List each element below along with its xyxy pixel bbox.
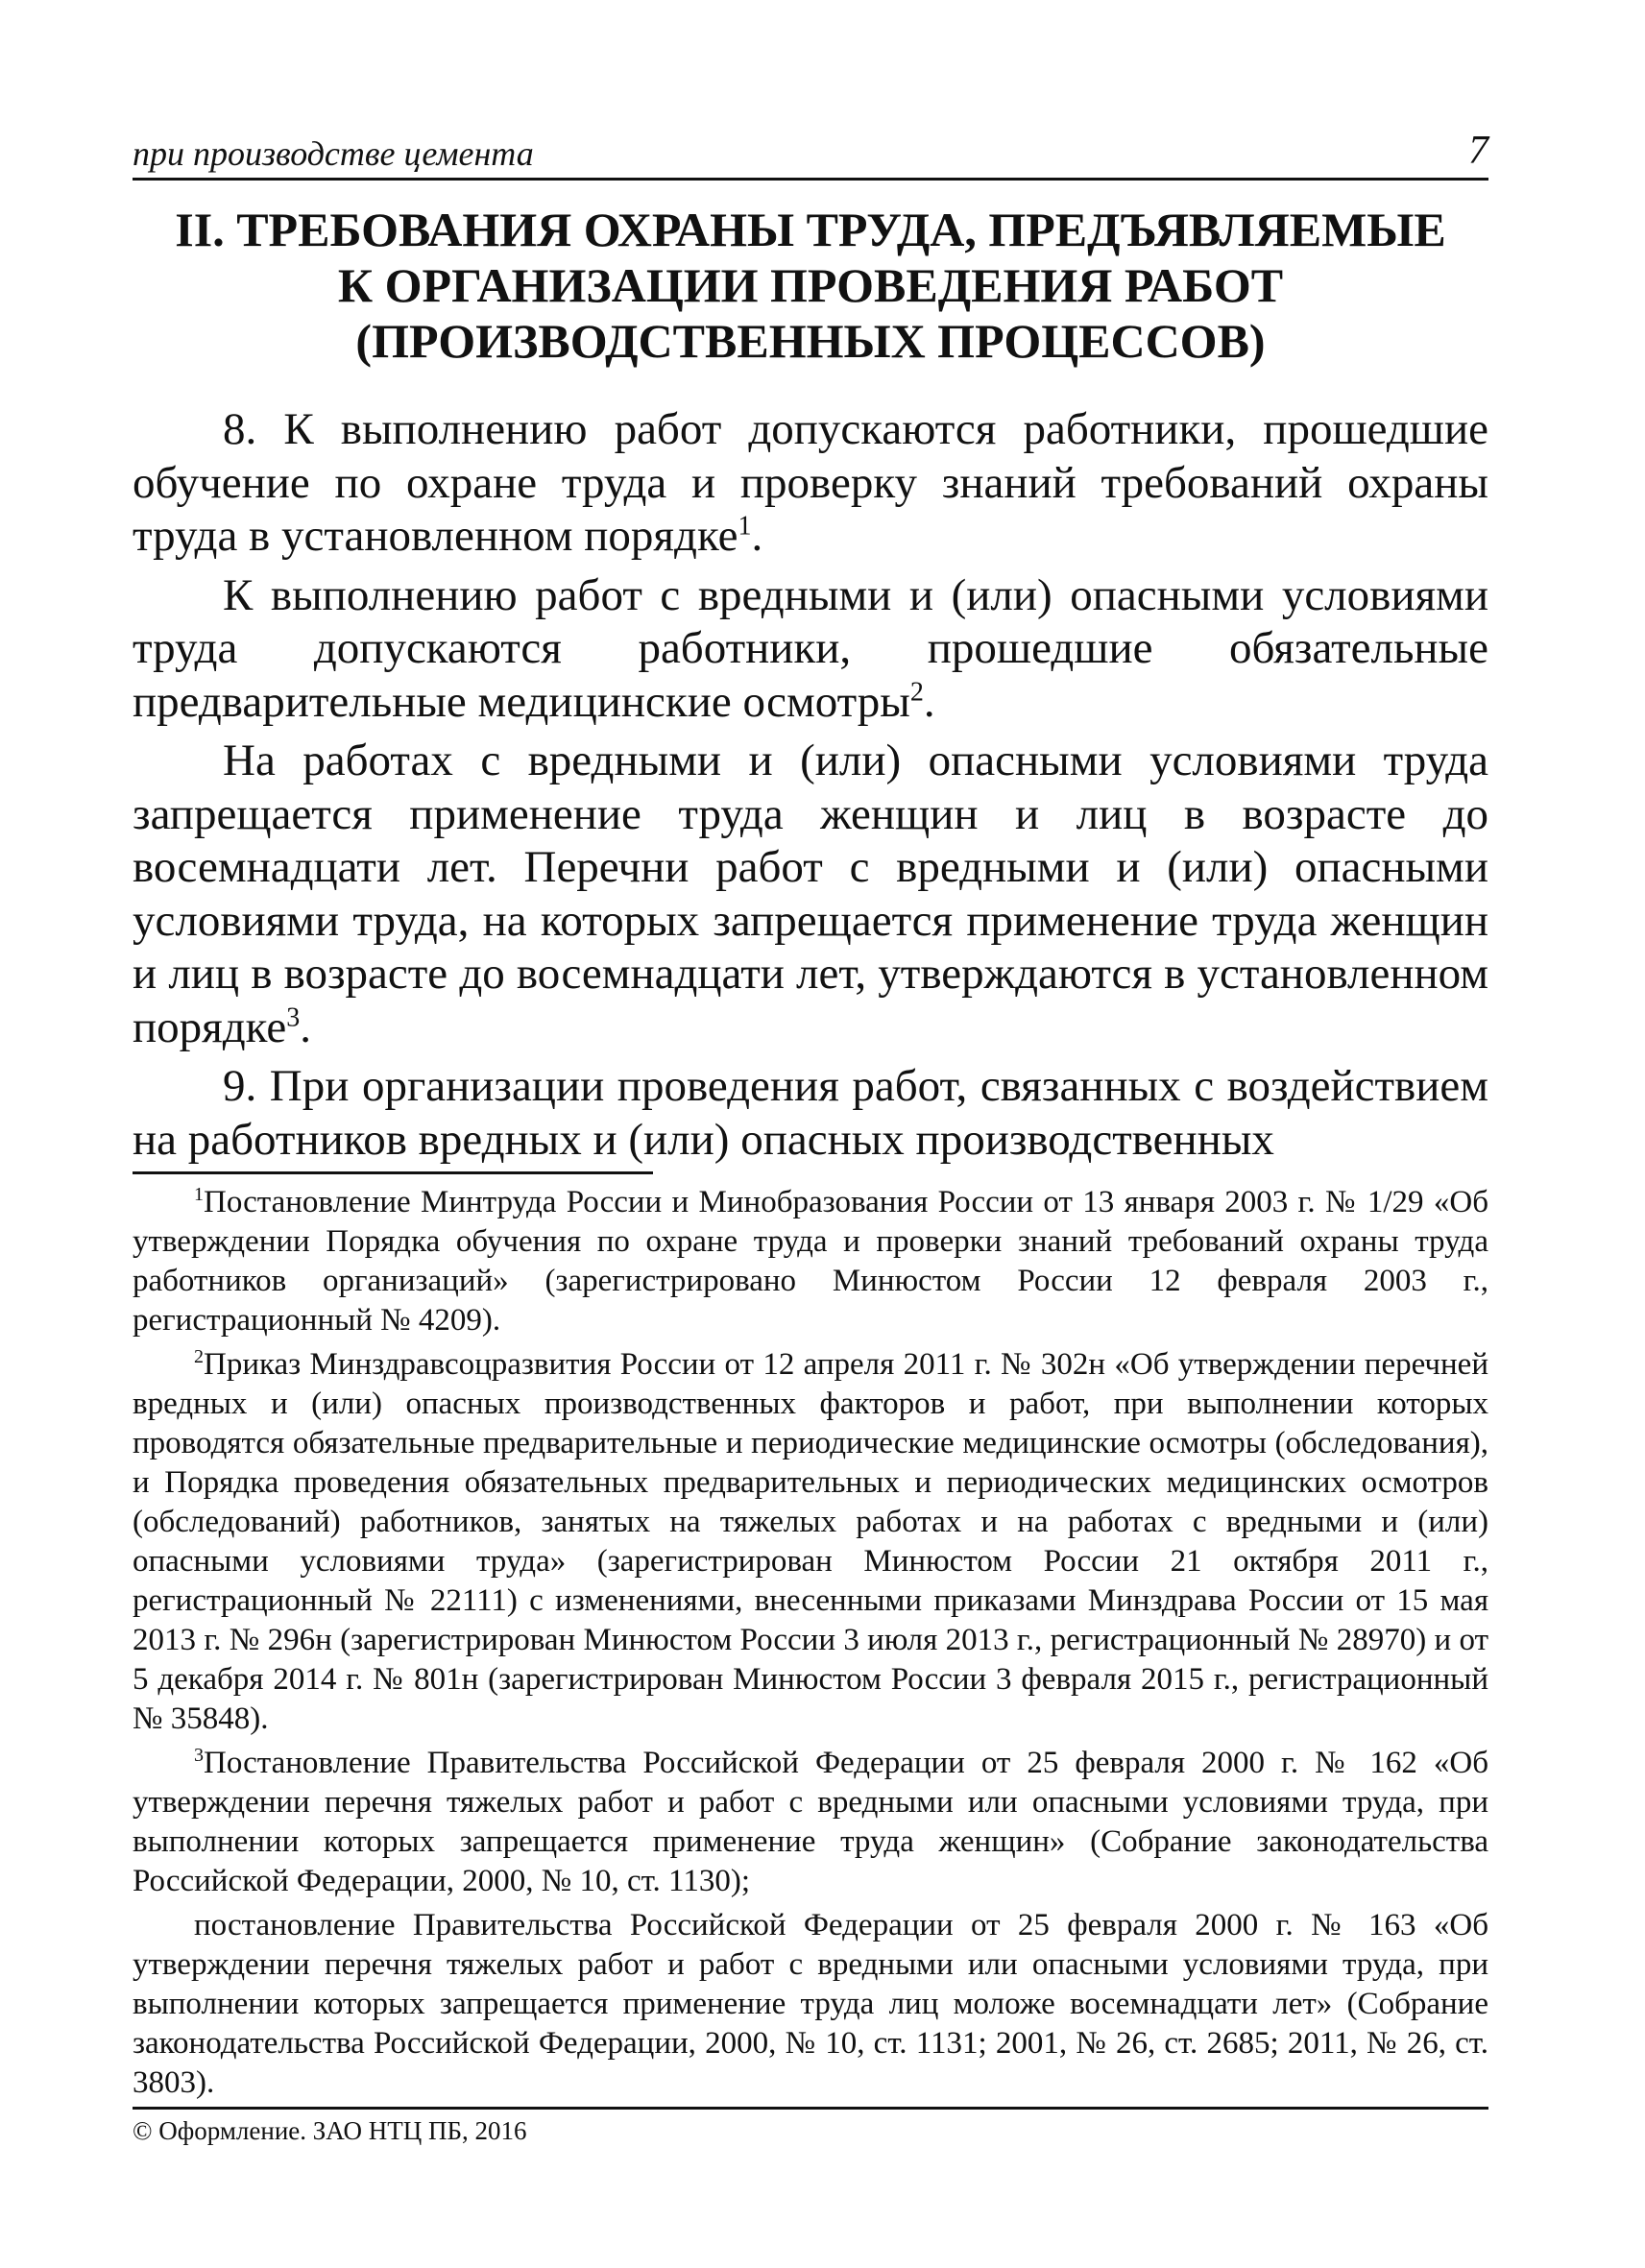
paragraph-tail: . [300, 1001, 311, 1052]
paragraph [133, 1060, 1488, 1167]
paragraph-text: 9. При организации проведения работ, связанных с воздействием на работников вредных и (или) опасных производственных [133, 1061, 1488, 1165]
paragraph-tail: . [923, 676, 935, 727]
paragraph-text: На работах с вредными и (или) опасными условиями труда запрещается применение труда женщин и лиц в возрасте до восемнадцати лет. Перечни работ с вредными и (или) опасными условиями труда, на которых запрещается применение труда женщин и лиц в возрасте до восемнадцати лет, утверждаются в установленном порядке [133, 736, 1488, 1052]
section-heading [133, 202, 1488, 369]
footnote [133, 1183, 1488, 1340]
paragraph-text: 8. К выполнению работ допускаются работники, прошедшие обучение по охране труда и проверку знаний требований охраны труда в установленном порядке [133, 404, 1488, 561]
section-heading-line: К ОРГАНИЗАЦИИ ПРОВЕДЕНИЯ РАБОТ [337, 258, 1284, 312]
section-heading-line: II. ТРЕБОВАНИЯ ОХРАНЫ ТРУДА, ПРЕДЪЯВЛЯЕМЫЕ [175, 203, 1446, 256]
section-heading-line: (ПРОИЗВОДСТВЕННЫХ ПРОЦЕССОВ) [355, 314, 1266, 368]
footnote-ref: 1 [738, 511, 752, 542]
footer-divider [133, 2107, 1488, 2110]
footnote [133, 1744, 1488, 1901]
page-number: 7 [1468, 129, 1488, 173]
footnote-mark: 3 [194, 1745, 204, 1766]
footnote-text: Постановление Правительства Российской Федерации от 25 февраля 2000 г. № 162 «Об утверждении перечня тяжелых работ и работ с вредными или опасными условиями труда, при выполнении которых запрещается применение труда женщин» (Собрание законодательства Российской Федерации, 2000, № 10, ст. 1130); [133, 1746, 1488, 1898]
paragraph-tail: . [751, 511, 763, 561]
footnote [133, 1345, 1488, 1739]
running-header [133, 130, 1488, 181]
footnote [133, 1906, 1488, 2103]
paragraph [133, 735, 1488, 1054]
paragraph [133, 403, 1488, 564]
footnote-mark: 1 [194, 1184, 204, 1205]
footnote-ref: 3 [286, 1001, 301, 1032]
footnote-text: Приказ Минздравсоцразвития России от 12 апреля 2011 г. № 302н «Об утверждении перечней вредных и (или) опасных производственных факторов и работ, при выполнении которых проводятся обязательные предварительные и периодические медицинские осмотры (обследования), и Порядка проведения обязательных предварительных и периодических медицинских осмотров (обследований) работников, занятых на тяжелых работах и на работах с вредными и (или) опасными условиями труда» (зарегистрирован Минюстом России 21 октября 2011 г., регистрационный № 22111) с изменениями, внесенными приказами Минздрава России от 15 мая 2013 г. № 296н (зарегистрирован Минюстом России 3 июля 2013 г., регистрационный № 28970) и от 5 декабря 2014 г. № 801н (зарегистрирован Минюстом России 3 февраля 2015 г., регистрационный № 35848). [133, 1347, 1488, 1736]
paragraph-text: К выполнению работ с вредными и (или) опасными условиями труда допускаются работники, прошедшие обязательные предварительные медицинские осмотры [133, 569, 1488, 727]
copyright-notice: © Оформление. ЗАО НТЦ ПБ, 2016 [133, 2116, 527, 2145]
footnotes [133, 1183, 1488, 2108]
footnote-text: постановление Правительства Российской Федерации от 25 февраля 2000 г. № 163 «Об утверждении перечня тяжелых работ и работ с вредными или опасными условиями труда, при выполнении которых запрещается применение труда лиц моложе восемнадцати лет» (Собрание законодательства Российской Федерации, 2000, № 10, ст. 1131; 2001, № 26, ст. 2685; 2011, № 26, ст. 3803). [133, 1908, 1488, 2100]
footnote-ref: 2 [909, 676, 924, 707]
paragraph [133, 569, 1488, 730]
footnote-mark: 2 [194, 1346, 204, 1367]
footnote-text: Постановление Минтруда России и Минобразования России от 13 января 2003 г. № 1/29 «Об утверждении Порядка обучения по охране труда и проверки знаний требований охраны труда работников организаций» (зарегистрировано Минюстом России 12 февраля 2003 г., регистрационный № 4209). [133, 1185, 1488, 1338]
running-title: при производстве цемента [133, 134, 534, 173]
footnote-divider [133, 1171, 653, 1174]
body-text [133, 403, 1488, 1167]
